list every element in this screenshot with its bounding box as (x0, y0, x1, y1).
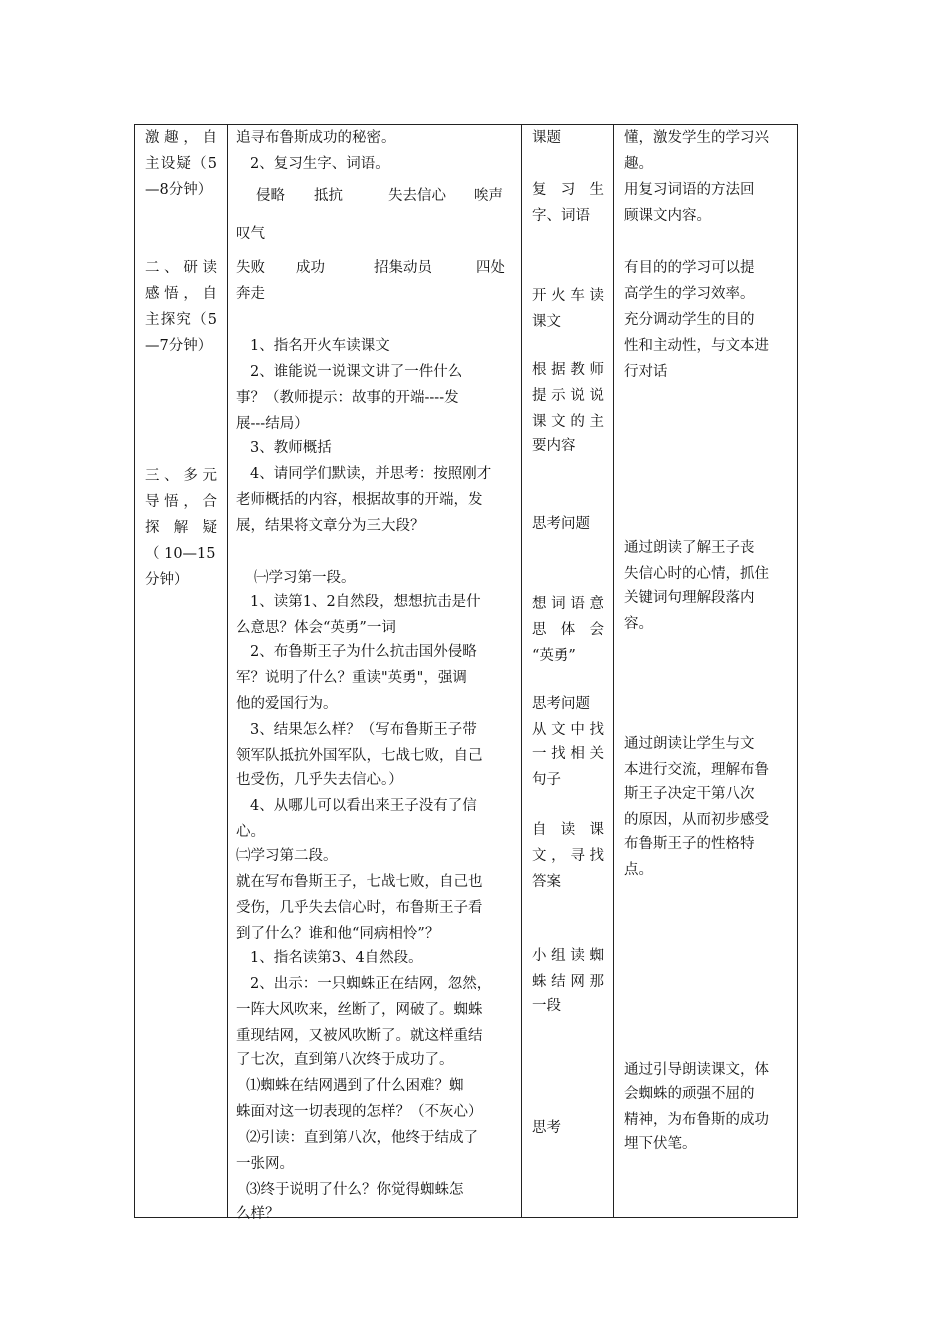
intent-line: 顾课文内容。 (624, 208, 711, 224)
stage-3-line: 三、多元 (145, 468, 217, 484)
intent-line: 失信心时的心情，抓住 (624, 566, 769, 582)
lesson-plan-table (134, 124, 798, 1222)
intent-line: 点。 (624, 862, 653, 878)
intent-line: 趣。 (624, 156, 653, 172)
stage-3-line: 分钟） (145, 572, 189, 588)
activity-line: 复习生 (532, 182, 604, 198)
content-line: 2、谁能说一说课文讲了一件什么 (250, 364, 463, 380)
content-line: 展，结果将文章分为三大段？ (236, 518, 425, 534)
content-line: 一张网。 (236, 1156, 294, 1172)
stage-3-line: 导悟，合 (145, 494, 217, 510)
content-line: 1、指名读第3、4自然段。 (250, 950, 423, 966)
content-line: 领军队抵抗外国军队，七战七败，自己 (236, 748, 483, 764)
content-line: 就在写布鲁斯王子，七战七败，自己也 (236, 874, 483, 890)
content-line: ⑵引读：直到第八次，他终于结成了 (246, 1130, 478, 1146)
activity-line: 思考问题 (532, 696, 590, 712)
activity-line: 思体会 (532, 622, 604, 638)
activity-line: 蛛结网那 (532, 974, 604, 990)
content-line: 4、请同学们默读，并思考：按照刚才 (250, 466, 492, 482)
vocab-word: 抵抗 (314, 188, 343, 204)
content-line: 蛛面对这一切表现的怎样？（不灰心） (236, 1104, 483, 1120)
activity-line: 从文中找 (532, 722, 604, 738)
content-line: ⑴蜘蛛在结网遇到了什么困难？蜘 (246, 1078, 464, 1094)
intent-line: 用复习词语的方法回 (624, 182, 755, 198)
activity-line: 一找相关 (532, 746, 604, 762)
activity-line: 开火车读 (532, 288, 604, 304)
activity-line: 想词语意 (532, 596, 604, 612)
section-heading: ㈡学习第二段。 (236, 848, 338, 864)
content-line: 受伤，几乎失去信心时，布鲁斯王子看 (236, 900, 483, 916)
content-line: 1、指名开火车读课文 (250, 338, 390, 354)
content-line: 1、读第1、2自然段，想想抗击是什 (250, 594, 481, 610)
intent-line: 本进行交流，理解布鲁 (624, 762, 769, 778)
intent-line: 性和主动性，与文本进 (624, 338, 769, 354)
section-heading: ㈠学习第一段。 (254, 570, 356, 586)
vocab-word: 失去信心 (388, 188, 446, 204)
content-line: 一阵大风吹来，丝断了，网破了。蜘蛛 (236, 1002, 483, 1018)
content-line: 老师概括的内容，根据故事的开端，发 (236, 492, 483, 508)
intent-line: 有目的的学习可以提 (624, 260, 755, 276)
activity-line: 课文 (532, 314, 561, 330)
intent-column (614, 125, 799, 1217)
intent-line: 会蜘蛛的顽强不屈的 (624, 1086, 755, 1102)
stage-1-line: —8分钟） (145, 182, 213, 198)
vocab-word: 招集动员 (374, 260, 432, 276)
intent-line: 通过朗读了解王子丧 (624, 540, 755, 556)
activity-line: 要内容 (532, 438, 576, 454)
intent-line: 精神，为布鲁斯的成功 (624, 1112, 769, 1128)
activity-line: 提示说说 (532, 388, 604, 404)
activity-line: 小组读蜘 (532, 948, 604, 964)
content-line: ⑶终于说明了什么？你觉得蜘蛛怎 (246, 1182, 464, 1198)
content-line: 2、出示：一只蜘蛛正在结网，忽然， (250, 976, 492, 992)
activity-line: 自读课 (532, 822, 604, 838)
content-line: 他的爱国行为。 (236, 696, 338, 712)
activity-line: 课题 (532, 130, 561, 146)
content-line: 奔走 (236, 286, 265, 302)
content-line: 到了什么？谁和他“同病相怜”？ (236, 926, 440, 942)
stage-2-line: —7分钟） (145, 338, 213, 354)
intent-line: 行对话 (624, 364, 668, 380)
activity-line: 思考 (532, 1120, 561, 1136)
intent-line: 通过引导朗读课文，体 (624, 1062, 769, 1078)
content-line: 叹气 (236, 226, 265, 242)
content-line: 2、布鲁斯王子为什么抗击国外侵略 (250, 644, 477, 660)
stage-2-line: 二、研读 (145, 260, 217, 276)
stage-1-line: 激趣，自 (145, 130, 217, 146)
stage-2-line: 感悟，自 (145, 286, 217, 302)
activity-line: 思考问题 (532, 516, 590, 532)
content-line: 也受伤，几乎失去信心。） (236, 772, 403, 788)
activity-line: 一段 (532, 998, 561, 1014)
intent-line: 斯王子决定干第八次 (624, 786, 755, 802)
content-line: 追寻布鲁斯成功的秘密。 (236, 130, 396, 146)
activity-line: “英勇” (532, 648, 576, 664)
content-line: 3、教师概括 (250, 440, 332, 456)
content-line: 么意思？体会“英勇”一词 (236, 620, 396, 636)
vocab-word: 唉声 (474, 188, 503, 204)
intent-line: 布鲁斯王子的性格特 (624, 836, 755, 852)
intent-line: 埋下伏笔。 (624, 1136, 697, 1152)
content-line: 2、复习生字、词语。 (250, 156, 390, 172)
activity-line: 根据教师 (532, 362, 604, 378)
stage-2-line: 主探究（5 (145, 312, 217, 328)
vocab-word: 成功 (296, 260, 325, 276)
activity-line: 文，寻找 (532, 848, 604, 864)
stage-3-line: （ 10—15 (145, 546, 216, 562)
intent-line: 懂，激发学生的学习兴 (624, 130, 769, 146)
intent-line: 关键词句理解段落内 (624, 590, 755, 606)
intent-line: 高学生的学习效率。 (624, 286, 755, 302)
content-line: 3、结果怎么样？（写布鲁斯王子带 (250, 722, 477, 738)
activity-line: 答案 (532, 874, 561, 890)
content-line: 军？说明了什么？重读"英勇"，强调 (236, 670, 467, 686)
content-line: 展---结局） (236, 416, 309, 432)
activity-line: 课文的主 (532, 414, 604, 430)
vocab-word: 四处 (476, 260, 505, 276)
content-column (228, 125, 521, 1222)
content-line: 事？（教师提示：故事的开端----发 (236, 390, 459, 406)
content-line: 4、从哪儿可以看出来王子没有了信 (250, 798, 477, 814)
content-line: 了七次，直到第八次终于成功了。 (236, 1052, 454, 1068)
intent-line: 充分调动学生的目的 (624, 312, 755, 328)
vocab-word: 失败 (236, 260, 265, 276)
intent-line: 的原因，从而初步感受 (624, 812, 769, 828)
stage-1-line: 主设疑（5 (145, 156, 217, 172)
intent-line: 容。 (624, 616, 653, 632)
activity-column (522, 125, 613, 1217)
stage-3-line: 探解疑 (145, 520, 217, 536)
stage-column (135, 125, 227, 1217)
activity-line: 句子 (532, 772, 561, 788)
vocab-word: 侵略 (256, 188, 285, 204)
intent-line: 通过朗读让学生与文 (624, 736, 755, 752)
activity-line: 字、词语 (532, 208, 590, 224)
content-line: 么样？ (236, 1206, 280, 1222)
content-line: 心。 (236, 824, 265, 840)
content-line: 重现结网，又被风吹断了。就这样重结 (236, 1028, 483, 1044)
